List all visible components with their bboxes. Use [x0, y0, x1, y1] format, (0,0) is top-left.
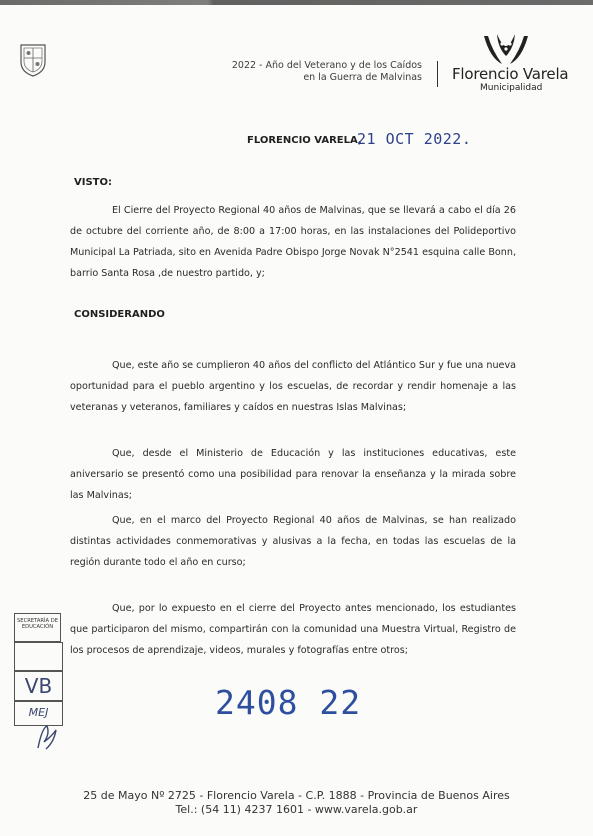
signature-scribble-icon: [34, 722, 60, 752]
municipal-crest-icon: [18, 42, 48, 78]
florencio-varela-logo-icon: [482, 32, 530, 68]
approval-initials: MEJ: [14, 700, 63, 726]
approval-label-line-1: SECRETARÍA DE: [17, 618, 58, 624]
header-motto: [200, 60, 422, 84]
logo-subtitle: Municipalidad: [480, 83, 543, 93]
considerando-heading: CONSIDERANDO: [74, 309, 165, 320]
approval-vb: VB: [14, 670, 63, 702]
approval-label-line-2: EDUCACIÓN: [21, 624, 54, 630]
place-label: FLORENCIO VARELA,: [247, 135, 362, 146]
logo-title: Florencio Varela: [452, 65, 569, 83]
visto-paragraph: El Cierre del Proyecto Regional 40 años de Malvinas, que se llevará a cabo el día 26 de octubre del corriente año, de 8:00 a 17:00 horas, en las instalaciones del Polideportivo Municipal La Patriada, sito en Avenida Padre Obispo Jorge Novak N°2541 esquina calle Bonn, barrio Santa Rosa ,de nuestro partido, y;: [70, 205, 516, 279]
motto-line-2: en la Guerra de Malvinas: [303, 72, 422, 83]
footer-contact: Tel.: (54 11) 4237 1601 - www.varela.gob.ar: [175, 803, 418, 816]
date-stamp: 21 OCT 2022.: [357, 130, 472, 148]
visto-heading: VISTO:: [74, 177, 112, 188]
approval-box-label: [14, 613, 61, 642]
resolution-number-stamp: 2408 22: [215, 683, 362, 722]
footer-address: 25 de Mayo Nº 2725 - Florencio Varela - C.P. 1888 - Provincia de Buenos Aires: [83, 789, 510, 802]
considerando-paragraph-2: Que, desde el Ministerio de Educación y las instituciones educativas, este aniversario se presentó como una posibilidad para renovar la enseñanza y la mirada sobre las Malvinas;: [70, 448, 516, 501]
considerando-paragraph-3: Que, en el marco del Proyecto Regional 40 años de Malvinas, se han realizado distintas actividades conmemorativas y alusivas a la fecha, en todas las escuelas de la región durante todo el año en curso;: [70, 515, 516, 568]
motto-line-1: 2022 - Año del Veterano y de los Caídos: [231, 60, 422, 71]
scan-edge: [0, 0, 593, 5]
approval-box-empty: [14, 642, 63, 672]
considerando-paragraph-1: Que, este año se cumplieron 40 años del conflicto del Atlántico Sur y fue una nueva oportunidad para el pueblo argentino y los escuelas, de recordar y rendir homenaje a las veteranas y veteranos, familiares y caídos en nuestras Islas Malvinas;: [70, 360, 516, 413]
header-divider: [437, 61, 438, 87]
considerando-paragraph-4: Que, por lo expuesto en el cierre del Proyecto antes mencionado, los estudiantes que participaron del mismo, compartirán con la comunidad una Muestra Virtual, Registro de los procesos de aprendizaje, videos, murales y fotografías entre otros;: [70, 603, 516, 656]
